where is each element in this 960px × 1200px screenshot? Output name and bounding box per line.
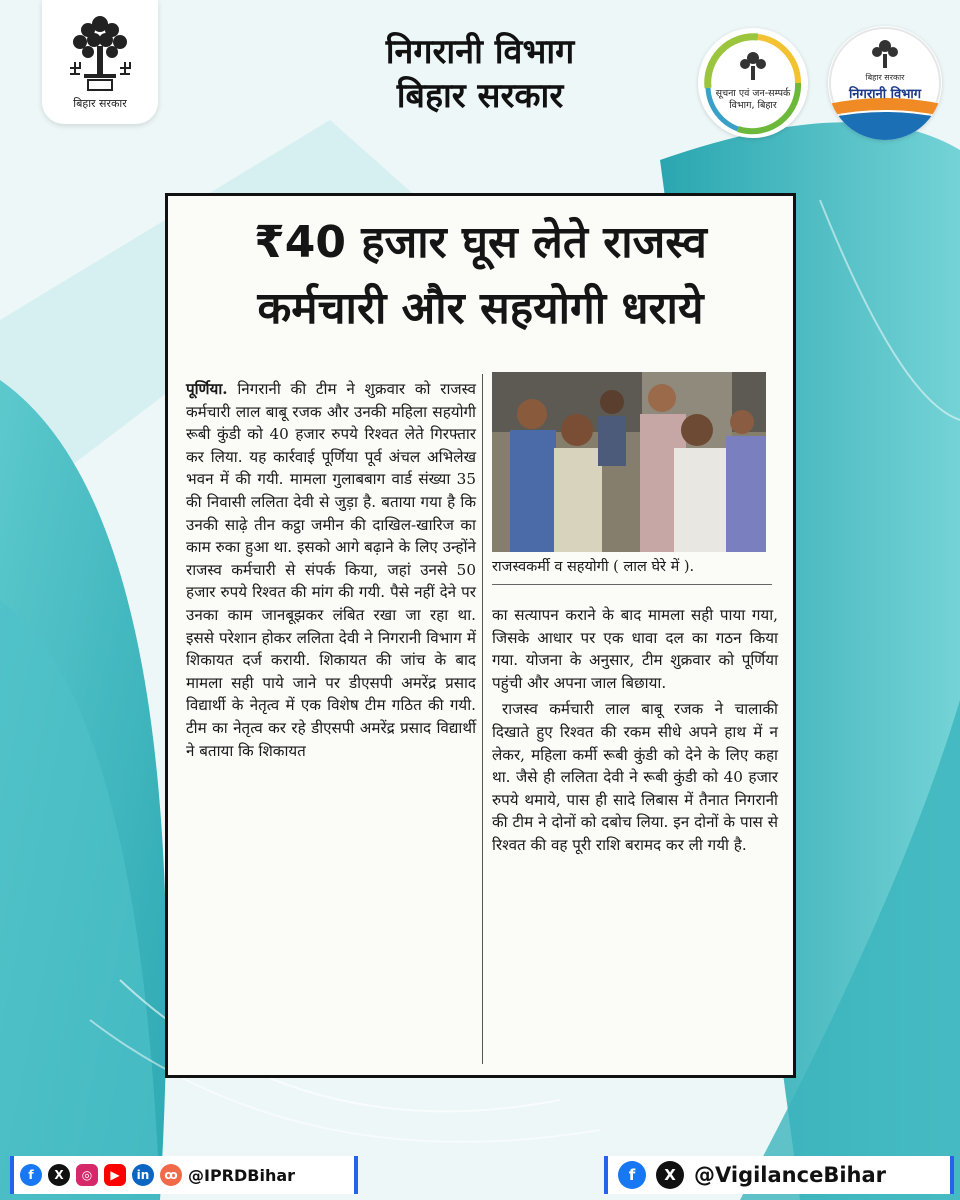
article-left-column	[186, 378, 476, 766]
dateline: पूर्णिया.	[186, 380, 228, 398]
iprd-logo	[698, 28, 808, 138]
headline-line-1: ₹40 हजार घूस लेते राजस्व	[254, 217, 707, 268]
vigilance-handle[interactable]: @VigilanceBihar	[694, 1163, 887, 1187]
bihar-emblem	[42, 0, 158, 124]
vigilance-logo-name: निगरानी विभाग	[848, 87, 922, 102]
x-icon[interactable]: X	[48, 1164, 70, 1186]
article-paragraph: का सत्यापन कराने के बाद मामला सही पाया गया, जिसके आधार पर एक धावा दल का गठन किया गया. योजना के अनुसार, टीम शुक्रवार को पूर्णिया पहुंची और अपना जाल बिछाया.	[492, 606, 778, 692]
bodhi-tree-icon	[64, 10, 136, 96]
headline	[168, 210, 793, 342]
footer-iprd-social	[10, 1156, 358, 1194]
x-icon[interactable]: X	[656, 1161, 684, 1189]
photo-caption: राजस्वकर्मी व सहयोगी ( लाल घेरे में ).	[492, 559, 695, 575]
column-divider	[482, 374, 483, 1064]
article-right-column	[492, 604, 778, 861]
article-paragraph: राजस्व कर्मचारी लाल बाबू रजक ने चालाकी दिखाते हुए रिश्वत की रकम सीधे अपने हाथ में न लेकर, महिला कर्मी रूबी कुंडी को देने के लिए कहा था. जैसे ही ललिता देवी ने रूबी कुंडी को 40 हजार रुपये थमाये, पास ही सादे लिबास में तैनात निगरानी की टीम ने दोनों को दबोच लिया. इन दोनों के पास से रिश्वत की वह पूरी राशि बरामद कर ली गयी है.	[492, 700, 778, 854]
linkedin-icon[interactable]: in	[132, 1164, 154, 1186]
page-title	[300, 30, 660, 118]
emblem-caption: बिहार सरकार	[73, 97, 127, 110]
news-photo	[492, 372, 766, 552]
iprd-logo-text: सूचना एवं जन-सम्पर्क विभाग, बिहार	[715, 88, 791, 111]
arrest-photo-image	[492, 372, 766, 552]
news-clipping	[165, 193, 796, 1078]
instagram-icon[interactable]: ◎	[76, 1164, 98, 1186]
facebook-icon[interactable]: f	[20, 1164, 42, 1186]
article-left-text: निगरानी की टीम ने शुक्रवार को राजस्व कर्मचारी लाल बाबू रजक और उनकी महिला सहयोगी रूबी कुंडी को 40 हजार रुपये रिश्वत लेते गिरफ्तार कर लिया. यह कार्रवाई पूर्णिया पूर्व अंचल अभिलेख भवन में की गयी. मामला गुलाबबाग वार्ड संख्या 35 की निवासी ललिता देवी से जुड़ा है. बताया गया है कि उनकी साढ़े तीन कट्ठा जमीन की दाखिल-खारिज का काम रुका हुआ था. इसको आगे बढ़ाने के लिए उन्होंने राजस्व कर्मचारी से संपर्क किया, जहां उनसे 50 हजार रुपये रिश्वत की मांग की गयी. पैसे नहीं देने पर उनका काम जानबूझकर लंबित रखा जा रहा था. इससे परेशान होकर ललिता देवी ने निगरानी विभाग में शिकायत दर्ज करायी. शिकायत की जांच के बाद मामला सही पाये जाने पर डीएसपी अमरेंद्र प्रसाद विद्यार्थी के नेतृत्व में एक विशेष टीम गठित की गयी. टीम का नेतृत्व कर रहे डीएसपी अमरेंद्र प्रसाद विद्यार्थी ने बताया कि शिकायत	[186, 380, 476, 760]
youtube-icon[interactable]: ▶	[104, 1164, 126, 1186]
iprd-handle[interactable]: @IPRDBihar	[188, 1165, 296, 1185]
vigilance-emblem-icon	[828, 26, 942, 140]
vigilance-logo	[828, 26, 942, 140]
koo-icon[interactable]: ꝏ	[160, 1164, 182, 1186]
caption-divider	[492, 584, 772, 585]
footer-vigilance-social	[604, 1156, 954, 1194]
title-line-1: निगरानी विभाग	[385, 32, 575, 72]
facebook-icon[interactable]: f	[618, 1161, 646, 1189]
title-line-2: बिहार सरकार	[396, 76, 564, 116]
headline-line-2: कर्मचारी और सहयोगी धराये	[257, 283, 704, 334]
article-paragraph	[186, 378, 476, 762]
vigilance-logo-small: बिहार सरकार	[865, 73, 905, 82]
iprd-ring-icon	[698, 28, 808, 138]
